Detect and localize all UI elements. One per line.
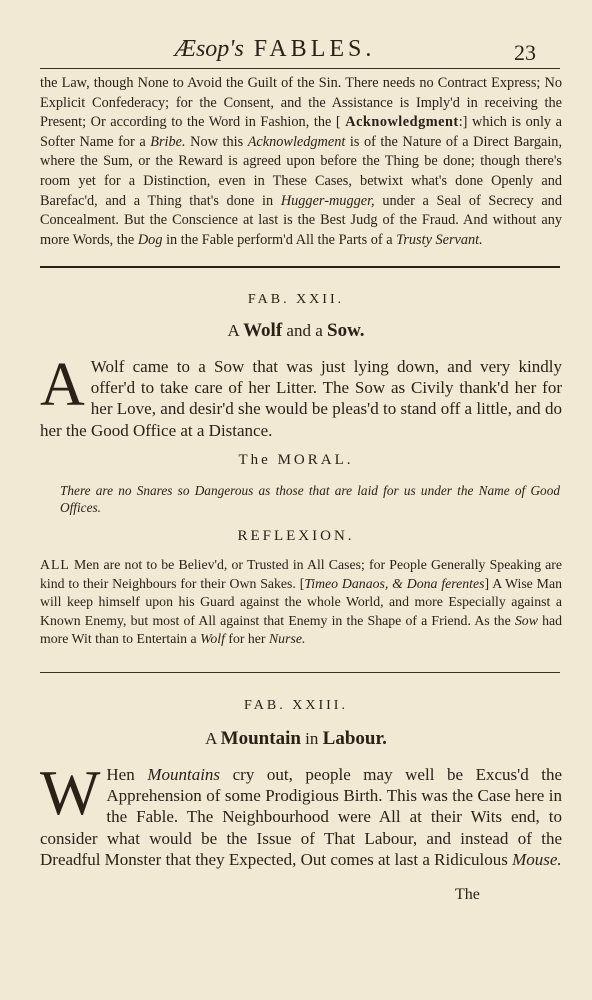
fable-22-heading: FAB. XXII. [247, 292, 345, 307]
fable-23-text-1: Hen [106, 765, 135, 784]
reflexion-text [40, 556, 562, 649]
title-word: A [227, 321, 239, 340]
intro-text-6: in the Fable perform'd All the Parts of a [166, 231, 393, 248]
fable-23-heading: FAB. XXIII. [244, 698, 348, 713]
section-rule [40, 266, 560, 268]
title-blackletter-sow: Sow. [327, 320, 365, 341]
intro-text-3: Now this [190, 133, 244, 150]
section-rule-2 [40, 672, 560, 673]
fable-23-title [0, 728, 592, 750]
running-head-italic: Æsop's [174, 36, 244, 62]
fable-23-italic-mouse: Mouse. [512, 849, 562, 869]
reflexion-text-2: ] A Wise Man will keep himself upon his Guard against the whole World, and more Especially against a Known Enemy, but most of All against that Enemy in the Shape of a Friend. As the [40, 575, 562, 628]
intro-italic-dog: Dog [137, 231, 163, 248]
title-blackletter-labour: Labour. [322, 728, 387, 749]
reflexion-text-3: had more Wit than to Entertain a [40, 612, 562, 646]
fable-23-text-2: cry out, people may well be Excus'd the Apprehension of some Prodigious Birth. This was the Case here in the Fable. The Neighbourhood were All at their Wits end, to consider what would be the Issue of That Labour, and instead of the Dreadful Monster that they Expected, Out comes at last a Ridiculous [40, 765, 563, 869]
intro-italic-bribe: Bribe. [150, 133, 186, 150]
catchword: The [455, 886, 480, 903]
title-word: in [305, 729, 319, 748]
intro-text-1: the Law, though None to Avoid the Guilt of the Sin. There needs no Contract Express; No Explicit Confederacy; for the Consent, and the Assistance is Imply'd in receiving the Present; Or according to the Word in Fashion, the [ [40, 75, 562, 131]
dropcap-a: A [40, 351, 85, 419]
moral-text: There are no Snares so Dangerous as those that are laid for us under the Name of Good Offices. [60, 483, 560, 515]
reflexion-lead: ALL [40, 557, 70, 572]
head-rule [40, 68, 560, 69]
title-word: A [205, 729, 217, 748]
fable-23-italic-mountains: Mountains [147, 765, 221, 784]
reflexion-heading: REFLEXION. [237, 528, 355, 544]
running-head [140, 36, 410, 63]
reflexion-italic-sow: Sow [514, 612, 538, 628]
intro-italic-hugger: Hugger-mugger, [280, 192, 375, 209]
title-blackletter-wolf: Wolf [243, 320, 283, 341]
fable-23-text [40, 757, 563, 870]
fable-22-body: Wolf came to a Sow that was just lying down, and very kindly offer'd to take care of her Litter. The Sow as Civily thank'd her for her Love, and desir'd she would be pleas'd to stand off a little, and do her the Good Office at a Distance. [40, 357, 562, 440]
intro-text-2: :] which is only a Softer Name for a [40, 114, 562, 150]
intro-italic-acknowledgment: Acknowledgment [247, 133, 346, 150]
reflexion-italic-latin: Timeo Danaos, & Dona ferentes [304, 575, 485, 591]
dropcap-w: W [40, 757, 101, 828]
intro-blackletter-word: Acknowledgment [345, 114, 459, 131]
reflexion-text-4: for her [228, 631, 266, 646]
title-word: and a [286, 321, 323, 340]
moral-heading: The MORAL. [238, 452, 354, 468]
intro-text-4: is of the Nature of a Direct Bargain, where the Sum, or the Reward is agreed upon before the Thing be done; though there's room yet for a Distinction, even in These Cases, betwixt what's done Openly and Barefac'd, and a Thing that's done in [40, 133, 563, 209]
intro-italic-trusty: Trusty Servant. [396, 231, 483, 248]
title-blackletter-mountain: Mountain [220, 728, 301, 749]
intro-text-5: under a Seal of Secrecy and Concealment. But the Conscience at last is the Best Judg of the Fraud. And without any more Words, the [40, 192, 562, 248]
running-head-title: FABLES. [253, 36, 376, 62]
fable-22-text [40, 351, 562, 441]
reflexion-italic-wolf: Wolf [200, 631, 225, 646]
page-number: 23 [514, 40, 536, 65]
intro-paragraph [40, 74, 562, 250]
reflexion-italic-nurse: Nurse. [268, 631, 306, 646]
fable-22-title [0, 320, 592, 342]
reflexion-text-1: Men are not to be Believ'd, or Trusted in All Cases; for People Generally Speaking are kind to their Neighbours for their Own Sakes. [ [40, 557, 562, 591]
